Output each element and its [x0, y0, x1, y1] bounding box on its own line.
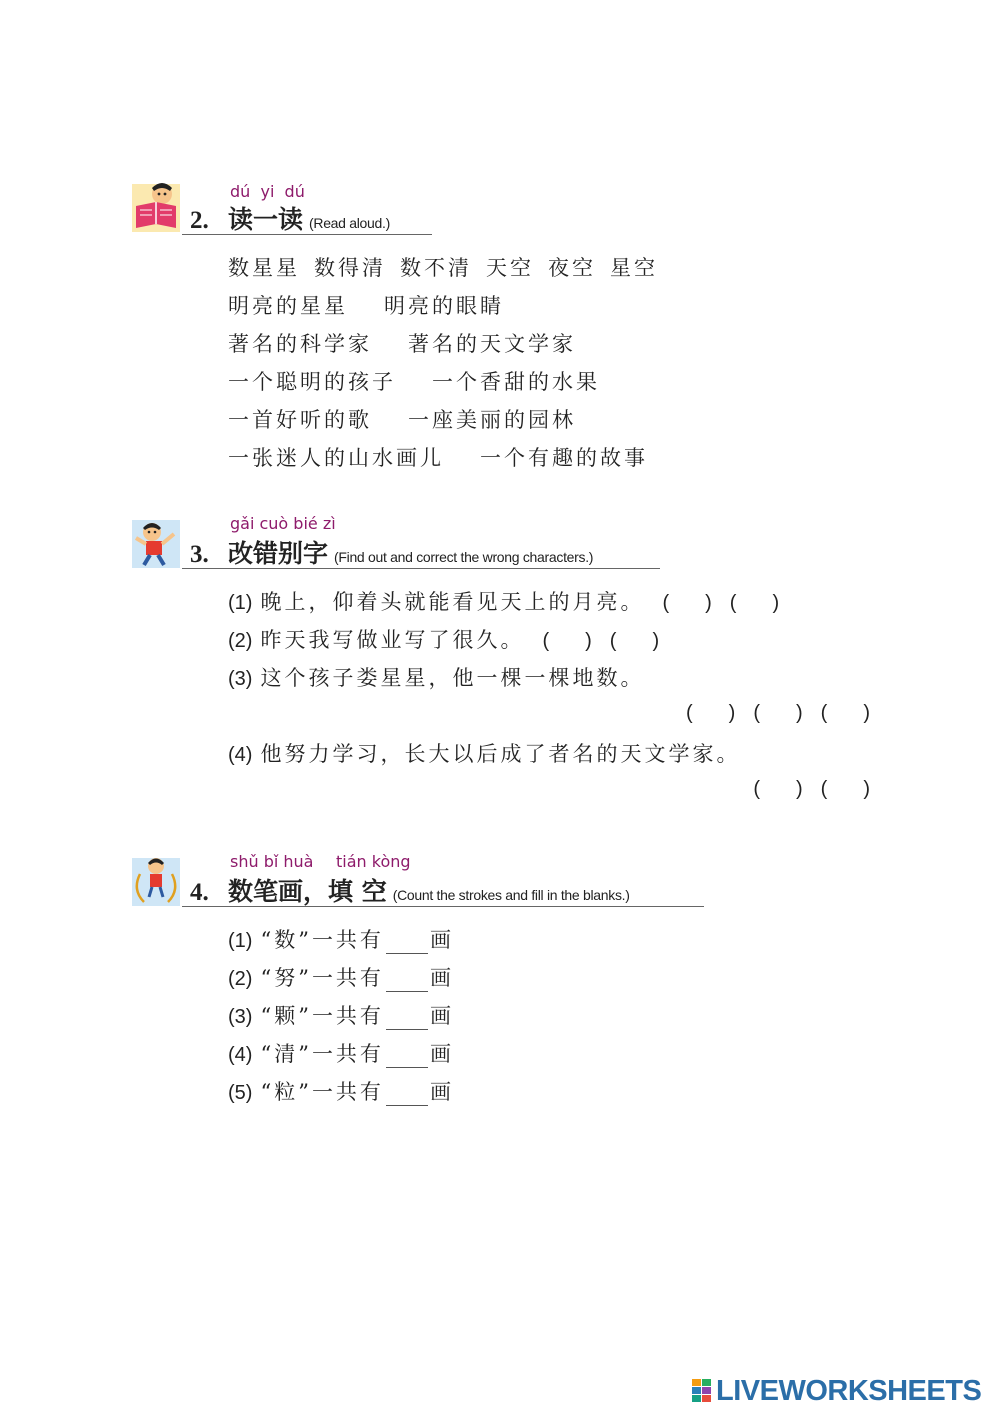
stroke-unit: 画 [429, 1080, 454, 1104]
correction-sentence [228, 624, 659, 654]
paren-open: ( [685, 702, 693, 724]
read-aloud-phrase: 明亮的星星 [228, 294, 348, 318]
read-aloud-phrase: 著名的科学家 [228, 332, 372, 356]
read-aloud-line [228, 442, 648, 472]
section-3-heading [190, 534, 593, 570]
read-aloud-line [228, 328, 576, 358]
read-aloud-phrase: 夜空 [548, 256, 596, 280]
paren-open: ( [609, 630, 617, 652]
section-2-pinyin: dú yi dú [230, 182, 305, 201]
child-skipping-icon [130, 854, 182, 908]
stroke-count-blank[interactable] [386, 971, 428, 992]
sentence-text: 他努力学习，长大以后成了者名的天文学家。 [260, 742, 741, 766]
read-aloud-phrase: 一个香甜的水果 [432, 370, 600, 394]
target-character: “清” [260, 1042, 312, 1066]
answer-parentheses[interactable] [753, 702, 802, 725]
section-correct-chars [130, 512, 670, 572]
stroke-count-item [228, 924, 454, 954]
paren-close: ) [705, 592, 712, 614]
item-number: (3) [228, 1006, 253, 1028]
sentence-text: 昨天我写做业写了很久。 [260, 628, 525, 652]
paren-close: ) [585, 630, 592, 652]
section-2-underline [182, 234, 432, 235]
answer-parentheses[interactable] [686, 702, 735, 725]
paren-open: ( [662, 592, 670, 614]
stroke-prompt: 一共有 [311, 1004, 384, 1028]
paren-open: ( [542, 630, 550, 652]
section-4-pinyin-a: shǔ bǐ huà [230, 852, 314, 871]
stroke-prompt: 一共有 [311, 928, 384, 952]
paren-close: ) [863, 702, 870, 724]
item-number: (2) [228, 968, 253, 990]
item-number: (4) [228, 1044, 253, 1066]
paren-close: ) [652, 630, 660, 652]
sentence-text: 这个孩子娄星星，他一棵一棵地数。 [260, 666, 645, 690]
read-aloud-line [228, 366, 600, 396]
section-3-english: (Find out and correct the wrong characters.) [334, 549, 594, 565]
correction-sentence [228, 738, 740, 768]
section-3-title: 改错别字 [228, 539, 329, 568]
read-aloud-phrase: 一座美丽的园林 [408, 408, 576, 432]
read-aloud-line [228, 290, 504, 320]
section-4-underline [182, 906, 704, 907]
section-3-pinyin: gǎi cuò bié zì [230, 514, 336, 533]
section-3-underline [182, 568, 660, 569]
sentence-text: 晚上，仰着头就能看见天上的月亮。 [260, 590, 645, 614]
answer-parentheses[interactable] [662, 592, 711, 615]
read-aloud-line [228, 404, 576, 434]
target-character: “数” [260, 928, 312, 952]
answer-parentheses[interactable] [542, 630, 591, 653]
target-character: “粒” [260, 1080, 312, 1104]
item-number: (4) [228, 744, 253, 766]
answer-row [735, 776, 870, 801]
child-jumping-icon [130, 516, 182, 570]
correction-sentence [228, 662, 644, 692]
answer-parentheses[interactable] [821, 778, 870, 801]
stroke-count-item [228, 1038, 454, 1068]
item-number: (1) [228, 930, 253, 952]
paren-close: ) [795, 778, 803, 800]
paren-close: ) [795, 702, 803, 724]
paren-open: ( [753, 778, 760, 800]
stroke-count-blank[interactable] [386, 933, 428, 954]
stroke-prompt: 一共有 [311, 1042, 384, 1066]
paren-open: ( [729, 592, 737, 614]
stroke-unit: 画 [429, 928, 454, 952]
read-aloud-phrase: 数星星 [228, 256, 300, 280]
section-4-title: 数笔画，填 空 [228, 877, 387, 906]
section-count-strokes [130, 850, 710, 910]
paren-close: ) [728, 702, 736, 724]
read-aloud-phrase: 星空 [610, 256, 658, 280]
read-aloud-phrase: 一首好听的歌 [228, 408, 372, 432]
liveworksheets-logo-text: LIVEWORKSHEETS [716, 1374, 982, 1407]
answer-row [668, 700, 870, 725]
stroke-count-blank[interactable] [386, 1047, 428, 1068]
section-2-english: (Read aloud.) [309, 215, 390, 231]
read-aloud-phrase: 天空 [486, 256, 534, 280]
stroke-unit: 画 [429, 1042, 454, 1066]
stroke-prompt: 一共有 [311, 966, 384, 990]
section-4-english: (Count the strokes and fill in the blanks.) [392, 887, 630, 903]
stroke-count-item [228, 1000, 454, 1030]
read-aloud-phrase: 著名的天文学家 [408, 332, 576, 356]
item-number: (3) [228, 668, 253, 690]
stroke-count-blank[interactable] [386, 1085, 428, 1106]
paren-open: ( [820, 702, 828, 724]
liveworksheets-logo-icon [692, 1379, 712, 1403]
paren-close: ) [772, 592, 780, 614]
stroke-prompt: 一共有 [311, 1080, 384, 1104]
section-4-heading [190, 872, 630, 908]
answer-parentheses[interactable] [821, 702, 870, 725]
correction-sentence [228, 586, 779, 616]
answer-parentheses[interactable] [753, 778, 802, 801]
stroke-count-item [228, 1076, 454, 1106]
read-aloud-phrase: 数得清 [314, 256, 386, 280]
paren-open: ( [820, 778, 828, 800]
section-2-number: 2. [190, 207, 209, 234]
paren-close: ) [863, 778, 870, 800]
read-aloud-line [228, 252, 658, 282]
child-reading-icon [130, 180, 182, 234]
liveworksheets-logo [692, 1374, 988, 1408]
stroke-unit: 画 [429, 1004, 454, 1028]
paren-open: ( [753, 702, 760, 724]
item-number: (1) [228, 592, 253, 614]
answer-parentheses[interactable] [610, 630, 659, 653]
read-aloud-phrase: 一张迷人的山水画儿 [228, 446, 444, 470]
target-character: “努” [260, 966, 312, 990]
item-number: (2) [228, 630, 253, 652]
read-aloud-phrase: 一个聪明的孩子 [228, 370, 396, 394]
section-read-aloud [130, 178, 450, 238]
answer-parentheses[interactable] [730, 592, 779, 615]
read-aloud-phrase: 明亮的眼睛 [384, 294, 504, 318]
section-4-pinyin-b: tián kòng [336, 852, 411, 871]
read-aloud-phrase: 数不清 [400, 256, 472, 280]
item-number: (5) [228, 1082, 253, 1104]
section-2-title: 读一读 [228, 205, 304, 234]
stroke-count-item [228, 962, 454, 992]
target-character: “颗” [260, 1004, 312, 1028]
section-3-number: 3. [190, 541, 209, 568]
stroke-count-blank[interactable] [386, 1009, 428, 1030]
read-aloud-phrase: 一个有趣的故事 [480, 446, 648, 470]
section-4-number: 4. [190, 879, 209, 906]
stroke-unit: 画 [429, 966, 454, 990]
section-2-heading [190, 200, 390, 236]
